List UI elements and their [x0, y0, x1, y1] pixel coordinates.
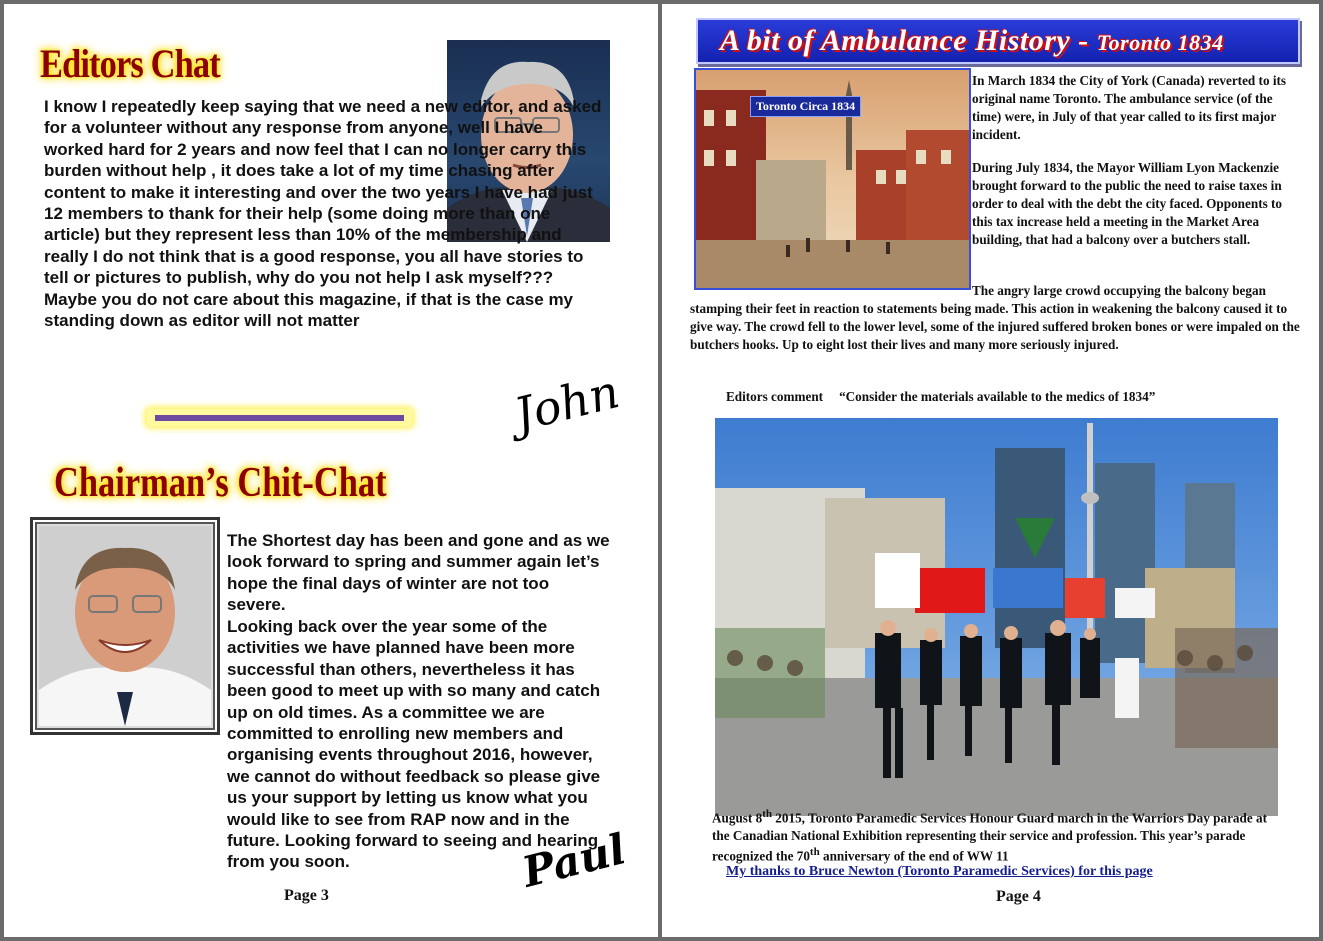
caption-superscript-2: th	[809, 846, 820, 859]
history-paragraph-1: In March 1834 the City of York (Canada) reverted to its original name Toronto. The ambulance service (of the time) were, in July of that year called to its first major incident.	[972, 73, 1287, 142]
chairman-text-2	[227, 616, 611, 873]
editor-signature: John	[509, 364, 625, 442]
chairman-signature: Paul	[517, 824, 631, 897]
page-3	[4, 4, 658, 937]
history-paragraph-3: The angry large crowd occupying the balcony began stamping their feet in reaction to statements being made. This action in weakening the balcony caused it to give way. The crowd fell to the lower level, some of the injured suffered broken bones or were impaled on the butchers hooks. Up to eight lost their lives and many more seriously injured.	[690, 283, 1300, 352]
caption-part-c: anniversary of the end of WW 11	[819, 848, 1009, 864]
history-end	[690, 282, 1302, 354]
section-divider	[147, 409, 412, 426]
chairman-text	[227, 530, 611, 616]
chairman-paragraph-2: Looking back over the year some of the activities we have planned have been more successful than others, nevertheless it has been good to meet up with so many and catch up on old times. As a committee we are committed to enrolling new members and organising events throughout 2016, however, we cannot do without feedback so please give us your support by letting us know what you would like to see from RAP now and in the future. Looking forward to seeing and hearing from you soon.	[227, 617, 601, 872]
caption-superscript-1: th	[762, 808, 772, 820]
editors-comment	[726, 388, 1155, 406]
page-4	[662, 4, 1319, 937]
page-number-4: Page 4	[996, 888, 1041, 905]
caption-part-b: 2015, Toronto Paramedic Services Honour Guard march in the Warriors Day parade at the Canadian National Exhibition representing their service and profession. This year’s parade recognized the 70	[712, 810, 1267, 864]
history-paragraph-2: During July 1834, the Mayor William Lyon Mackenzie brought forward to the public the need to raise taxes in order to deal with the debt the city faced. Opponents to this tax increase held a meeting in the Market Area building, that had a balcony over a butchers stall.	[972, 160, 1283, 247]
history-intro	[972, 72, 1302, 144]
editors-comment-label: Editors comment	[726, 389, 824, 404]
editors-chat-text	[44, 96, 602, 331]
history-mid	[972, 159, 1302, 249]
chairman-photo	[30, 517, 220, 735]
chairman-chit-chat-title: Chairman’s Chit-Chat	[54, 460, 387, 506]
banner-title-main: A bit of Ambulance History -	[720, 24, 1097, 57]
history-banner	[696, 18, 1300, 64]
chairman-paragraph-1: The Shortest day has been and gone and as we look forward to spring and summer again let’s hope the final days of winter are not too severe.	[227, 531, 610, 615]
page-number-3: Page 3	[284, 887, 329, 904]
editors-chat-paragraph: I know I repeatedly keep saying that we need a new editor, and asked for a volunteer without any response from anyone, well I have worked hard for 2 years and now feel that I can no longer carry this burden without help , it does take a lot of my time chasing after content to make it interesting and over the two years I have had just 12 members to thank for their help (some doing more than one article) but they represent less than 10% of the membership and really I do not think that is a good response, you all have stories to tell or pictures to publish, why do you not help I ask myself??? Maybe you do not care about this magazine, if that is the case my standing down as editor will not matter	[44, 97, 602, 331]
caption-part-a: August 8	[712, 810, 763, 826]
editors-chat-title: Editors Chat	[40, 41, 220, 86]
parade-photo	[715, 418, 1278, 816]
banner-title-sub: Toronto 1834	[1096, 30, 1224, 55]
thanks-link[interactable]: My thanks to Bruce Newton (Toronto Paramedic Services) for this page	[726, 864, 1153, 879]
parade-caption	[712, 806, 1272, 865]
editors-comment-quote: “Consider the materials available to the medics of 1834”	[839, 389, 1156, 404]
toronto-1834-painting	[694, 68, 971, 290]
banner-title	[720, 24, 1224, 58]
painting-caption: Toronto Circa 1834	[750, 96, 861, 117]
